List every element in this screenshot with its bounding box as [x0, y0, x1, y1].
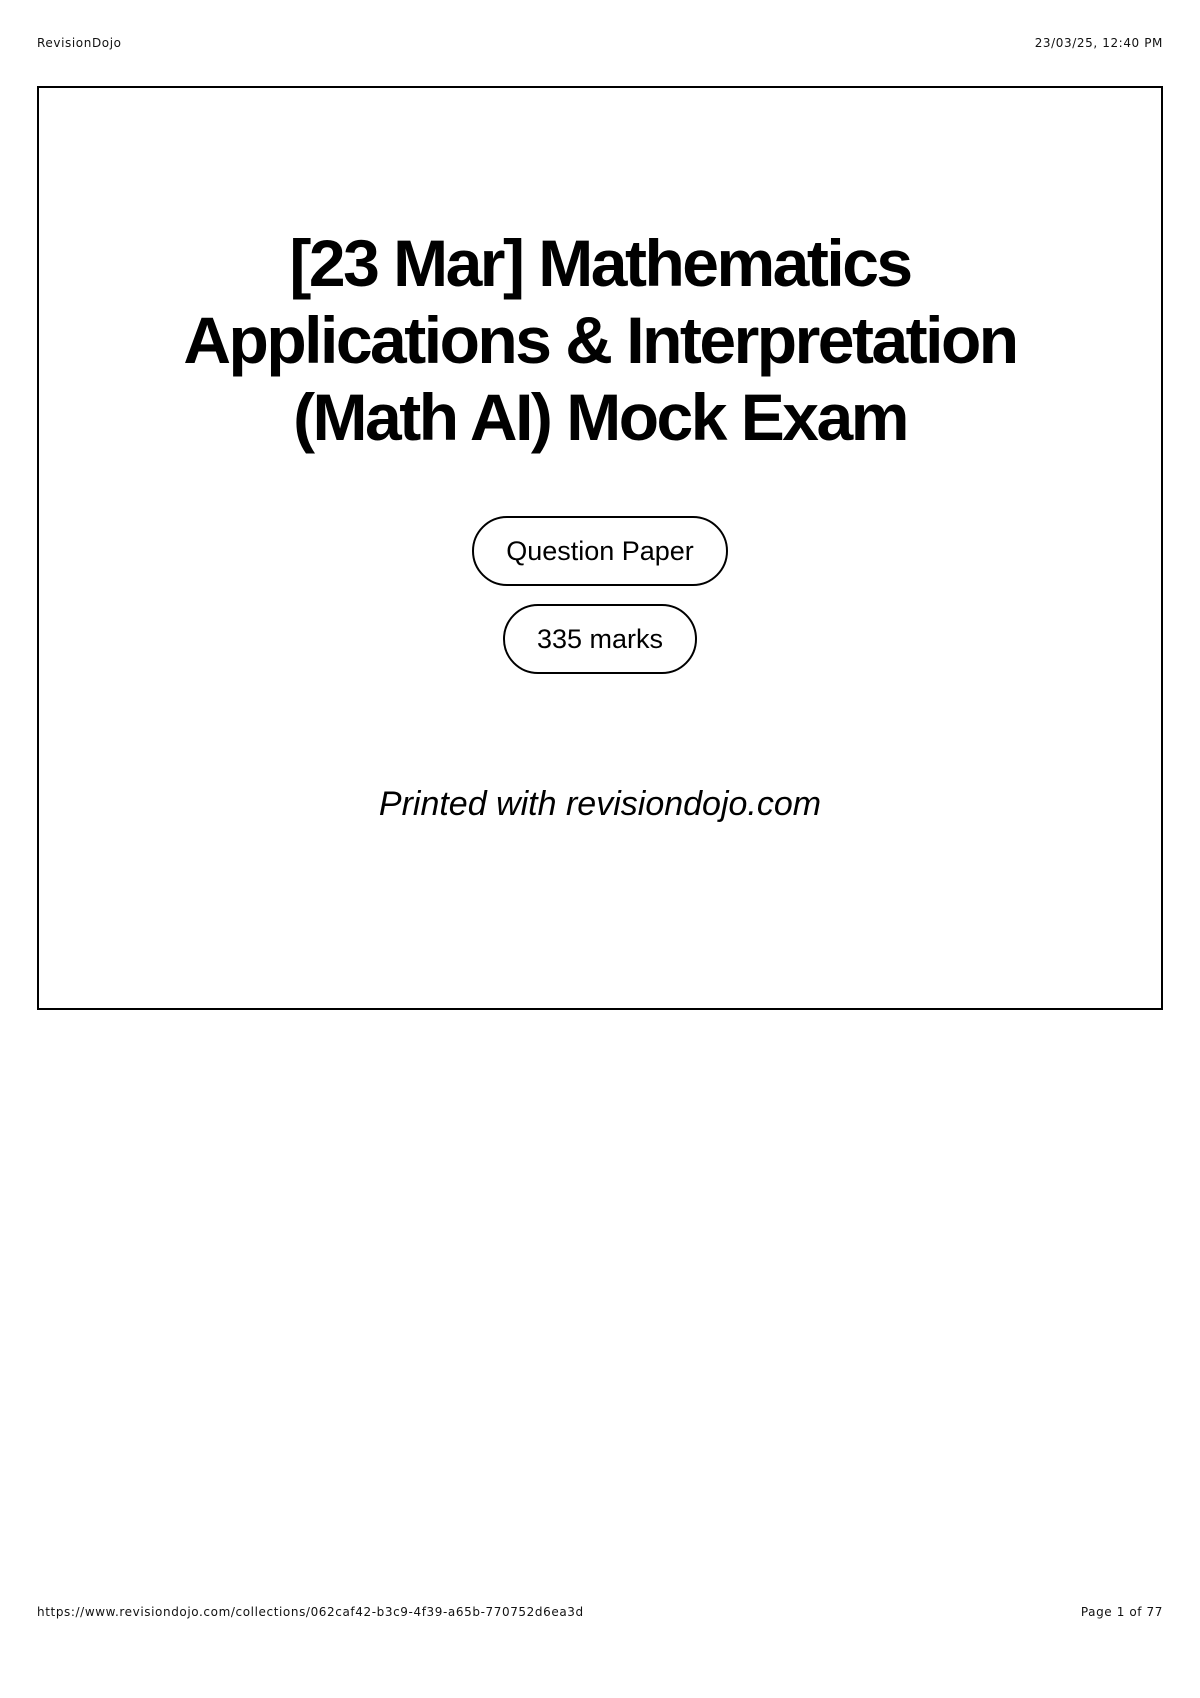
- printed-with-note: Printed with revisiondojo.com: [378, 785, 822, 823]
- site-name: RevisionDojo: [37, 36, 122, 50]
- page-number: Page 1 of 77: [1080, 1605, 1163, 1619]
- footer-url[interactable]: https://www.revisiondojo.com/collections/062caf42-b3c9-4f39-a65b-770752d6ea3d: [37, 1605, 584, 1619]
- cover-card: [37, 86, 1163, 1010]
- exam-title-line-3: (Math AI) Mock Exam: [293, 380, 907, 454]
- marks-badge: 335 marks: [503, 604, 697, 674]
- print-header: [37, 36, 1163, 50]
- exam-title: [79, 225, 1121, 456]
- print-datetime: 23/03/25, 12:40 PM: [1034, 36, 1163, 50]
- print-footer: [37, 1605, 1163, 1619]
- paper-type-badge: Question Paper: [472, 516, 728, 586]
- exam-title-line-2: Applications & Interpretation: [183, 303, 1017, 377]
- exam-title-line-1: [23 Mar] Mathematics: [289, 226, 911, 300]
